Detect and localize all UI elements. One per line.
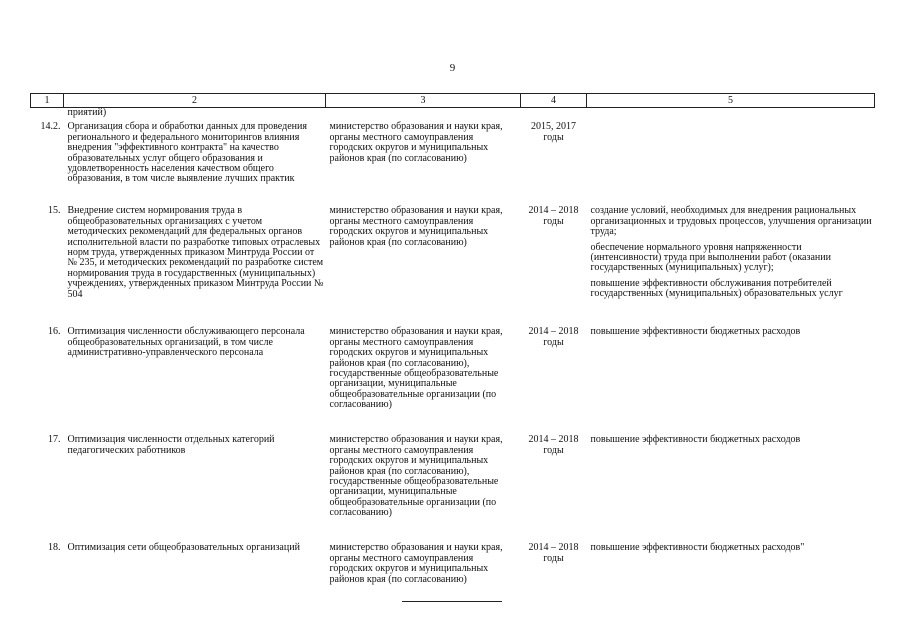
result-text <box>587 323 875 431</box>
table-row-continuation <box>31 108 875 119</box>
table-row <box>31 431 875 539</box>
row-number: 17. <box>48 434 61 446</box>
table-row <box>31 539 875 585</box>
result-text <box>587 202 875 323</box>
header-col-4: 4 <box>521 94 587 108</box>
header-col-5: 5 <box>587 94 875 108</box>
table-row <box>31 202 875 323</box>
event-text: Оптимизация численности обслуживающего персонала общеобразовательных организаций, в том числе административно-управленческого персонала <box>67 326 305 359</box>
table-row <box>31 323 875 431</box>
executor-text: министерство образования и науки края, органы местного самоуправления городских округов и муниципальных районов края (по согласованию) <box>329 121 503 164</box>
result-item: создание условий, необходимых для внедрения рациональных организационных и трудовых процессов, улучшения организации труда; <box>590 205 872 238</box>
result-text <box>587 539 875 585</box>
executor-text: министерство образования и науки края, органы местного самоуправления городских округов и муниципальных районов края (по согласованию) <box>329 542 503 585</box>
header-col-2: 2 <box>64 94 326 108</box>
result-text <box>587 431 875 539</box>
footnote-rule <box>402 601 502 602</box>
page-number: 9 <box>449 62 456 74</box>
result-item: обеспечение нормального уровня напряженности (интенсивности) труда при выполнении работ (оказании государственных (муниципальных) услуг); <box>590 241 831 274</box>
event-text: Организация сбора и обработки данных для проведения регионального и федерального мониторингов влияния внедрения "эффективного контракта" на качество образовательных услуг общего образования и удовлетворенность населения качеством общего образования, в том числе выявление лучших практик <box>67 121 307 185</box>
row-number: 16. <box>48 326 61 338</box>
continuation-text: приятий) <box>67 107 107 118</box>
plan-table <box>30 93 875 585</box>
term-text: 2015, 2017 годы <box>531 121 576 143</box>
row-number: 15. <box>48 205 61 217</box>
row-number: 18. <box>48 542 61 554</box>
table-row <box>31 118 875 202</box>
executor-text: министерство образования и науки края, органы местного самоуправления городских округов и муниципальных районов края (по согласованию), государственные общеобразовательные организации, муниципальные общеобразовательные организации (по согласованию) <box>329 326 503 411</box>
table-header-row <box>31 94 875 108</box>
executor-text: министерство образования и науки края, органы местного самоуправления городских округов и муниципальных районов края (по согласованию) <box>329 205 503 248</box>
header-col-1: 1 <box>31 94 64 108</box>
row-number: 14.2. <box>40 121 61 133</box>
result-item: повышение эффективности бюджетных расходов" <box>590 542 805 554</box>
result-text <box>587 118 875 202</box>
event-text: Оптимизация численности отдельных категорий педагогических работников <box>67 434 275 456</box>
result-item: повышение эффективности бюджетных расходов <box>590 326 801 338</box>
term-text: 2014 – 2018 годы <box>528 326 579 348</box>
event-text: Оптимизация сети общеобразовательных организаций <box>67 542 300 554</box>
term-text: 2014 – 2018 годы <box>528 205 579 227</box>
header-col-3: 3 <box>326 94 521 108</box>
term-text: 2014 – 2018 годы <box>528 434 579 456</box>
result-item: повышение эффективности обслуживания потребителей государственных (муниципальных) образовательных услуг <box>590 277 843 300</box>
term-text: 2014 – 2018 годы <box>528 542 579 564</box>
executor-text: министерство образования и науки края, органы местного самоуправления городских округов и муниципальных районов края (по согласованию), государственные общеобразовательные организации, муниципальные общеобразовательные организации (по согласованию) <box>329 434 503 519</box>
event-text: Внедрение систем нормирования труда в общеобразовательных организациях с учетом методических рекомендаций для федеральных органов исполнительной власти по разработке типовых отраслевых норм труда, утвержденных приказом Минтруда России от № 235, и методических рекомендаций по разработке систем нормирования труда в государственных (муниципальных) учреждениях, утвержденных приказом Минтруда России № 504 <box>67 205 324 300</box>
result-item: повышение эффективности бюджетных расходов <box>590 434 801 446</box>
